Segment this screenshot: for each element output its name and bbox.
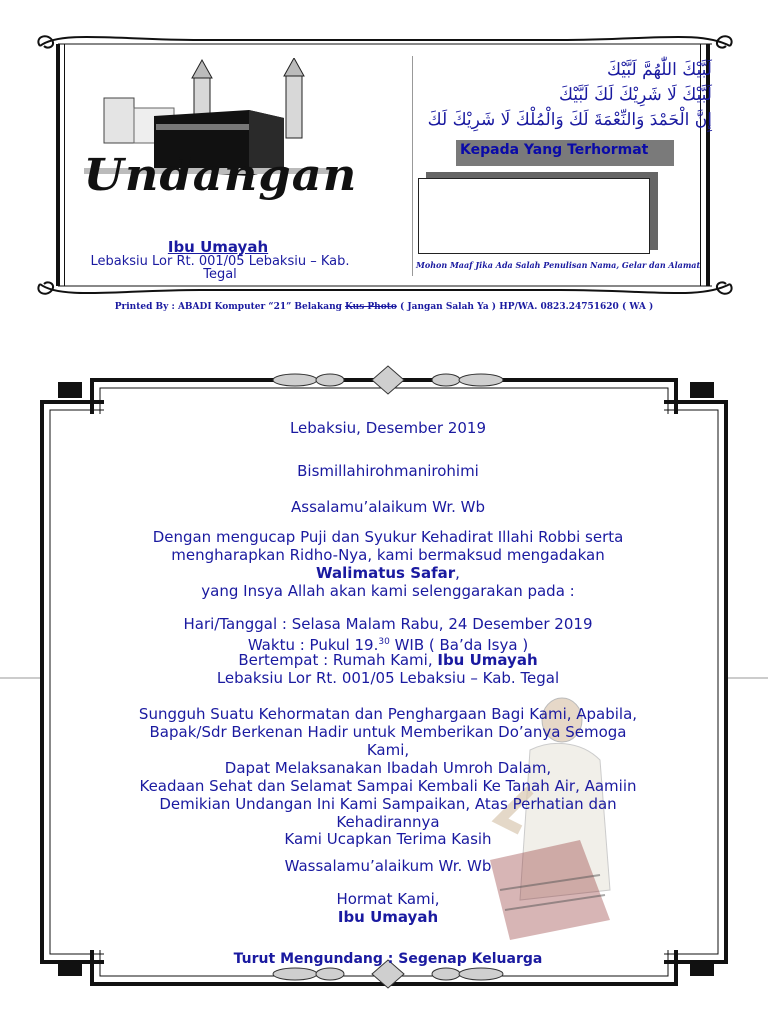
event-venue	[70, 652, 706, 670]
salam-closing: Wassalamu’alaikum Wr. Wb	[284, 857, 492, 875]
basmalah: Bismillahirohmanirohimi	[297, 462, 479, 480]
salam-opening: Assalamu’alaikum Wr. Wb	[291, 498, 485, 516]
printer-credit-struck: Kus Photo	[345, 302, 397, 312]
intro-line-2: mengharapkan Ridho-Nya, kami bermaksud mengadakan	[171, 546, 605, 564]
closing-line-8: Kami Ucapkan Terima Kasih	[284, 830, 492, 848]
recipient-label: Kepada Yang Terhormat	[460, 142, 649, 158]
apology-note: Mohon Maaf Jika Ada Salah Penulisan Nama, Gelar dan Alamat	[416, 260, 701, 270]
talbiyah-line: لَبَّيْكَ لَا شَرِيْكَ لَكَ لَبَّيْكَ	[558, 85, 712, 105]
event-comma: ,	[455, 564, 460, 582]
regards: Hormat Kami,	[336, 890, 440, 908]
printer-credit	[0, 302, 768, 312]
host-address: Lebaksiu Lor Rt. 001/05 Lebaksiu – Kab. Tegal	[90, 255, 350, 281]
talbiyah-arabic	[412, 58, 712, 133]
venue-address: Lebaksiu Lor Rt. 001/05 Lebaksiu – Kab. Tegal	[216, 669, 560, 687]
venue-prefix: Bertempat : Rumah Kami,	[238, 651, 438, 669]
talbiyah-line: إِنَّ الْحَمْدَ وَالنِّعْمَةَ لَكَ وَالْمُلْكَ لَا شَرِيْكَ لَكَ	[427, 110, 712, 130]
co-inviters: Turut Mengundang : Segenap Keluarga	[233, 951, 543, 967]
venue-host: Ibu Umayah	[437, 651, 538, 669]
closing-line-3: Kami,	[366, 741, 410, 759]
intro-line-3: yang Insya Allah akan kami selenggarakan pada :	[201, 582, 575, 600]
time-suffix: WIB ( Ba’da Isya )	[389, 636, 529, 654]
talbiyah-line: لَبَّيْكَ اللّٰهُمَّ لَبَّيْكَ	[606, 60, 712, 80]
letter-date: Lebaksiu, Desember 2019	[289, 419, 487, 437]
closing-line-5: Keadaan Sehat dan Selamat Sampai Kembali Ke Tanah Air, Aamiin	[139, 777, 637, 795]
event-name: Walimatus Safar	[316, 564, 456, 582]
closing-line-1: Sungguh Suatu Kehormatan dan Penghargaan Bagi Kami, Apabila,	[138, 705, 638, 723]
printer-credit-prefix: Printed By : ABADI Komputer “21” Belakang	[114, 302, 346, 312]
recipient-address-box[interactable]	[418, 178, 650, 254]
intro-line-1: Dengan mengucap Puji dan Syukur Kehadirat Illahi Robbi serta	[152, 528, 624, 546]
time-minutes: 30	[378, 637, 390, 647]
closing-line-2: Bapak/Sdr Berkenan Hadir untuk Memberikan Do’anya Semoga	[149, 723, 627, 741]
printer-credit-suffix: ( Jangan Salah Ya ) HP/WA. 0823.24751620 ( WA )	[396, 302, 654, 312]
event-day-date: Hari/Tanggal : Selasa Malam Rabu, 24 Desember 2019	[183, 615, 593, 633]
closing-line-6: Demikian Undangan Ini Kami Sampaikan, Atas Perhatian dan	[159, 795, 617, 813]
invitation-title: Undangan	[83, 150, 358, 201]
signer-name: Ibu Umayah	[337, 908, 439, 926]
closing-line-7: Kehadirannya	[336, 813, 440, 831]
time-prefix: Waktu : Pukul 19.	[247, 636, 379, 654]
closing-line-4: Dapat Melaksanakan Ibadah Umroh Dalam,	[224, 759, 552, 777]
event-line	[70, 565, 706, 583]
host-name: Ibu Umayah	[167, 238, 269, 256]
